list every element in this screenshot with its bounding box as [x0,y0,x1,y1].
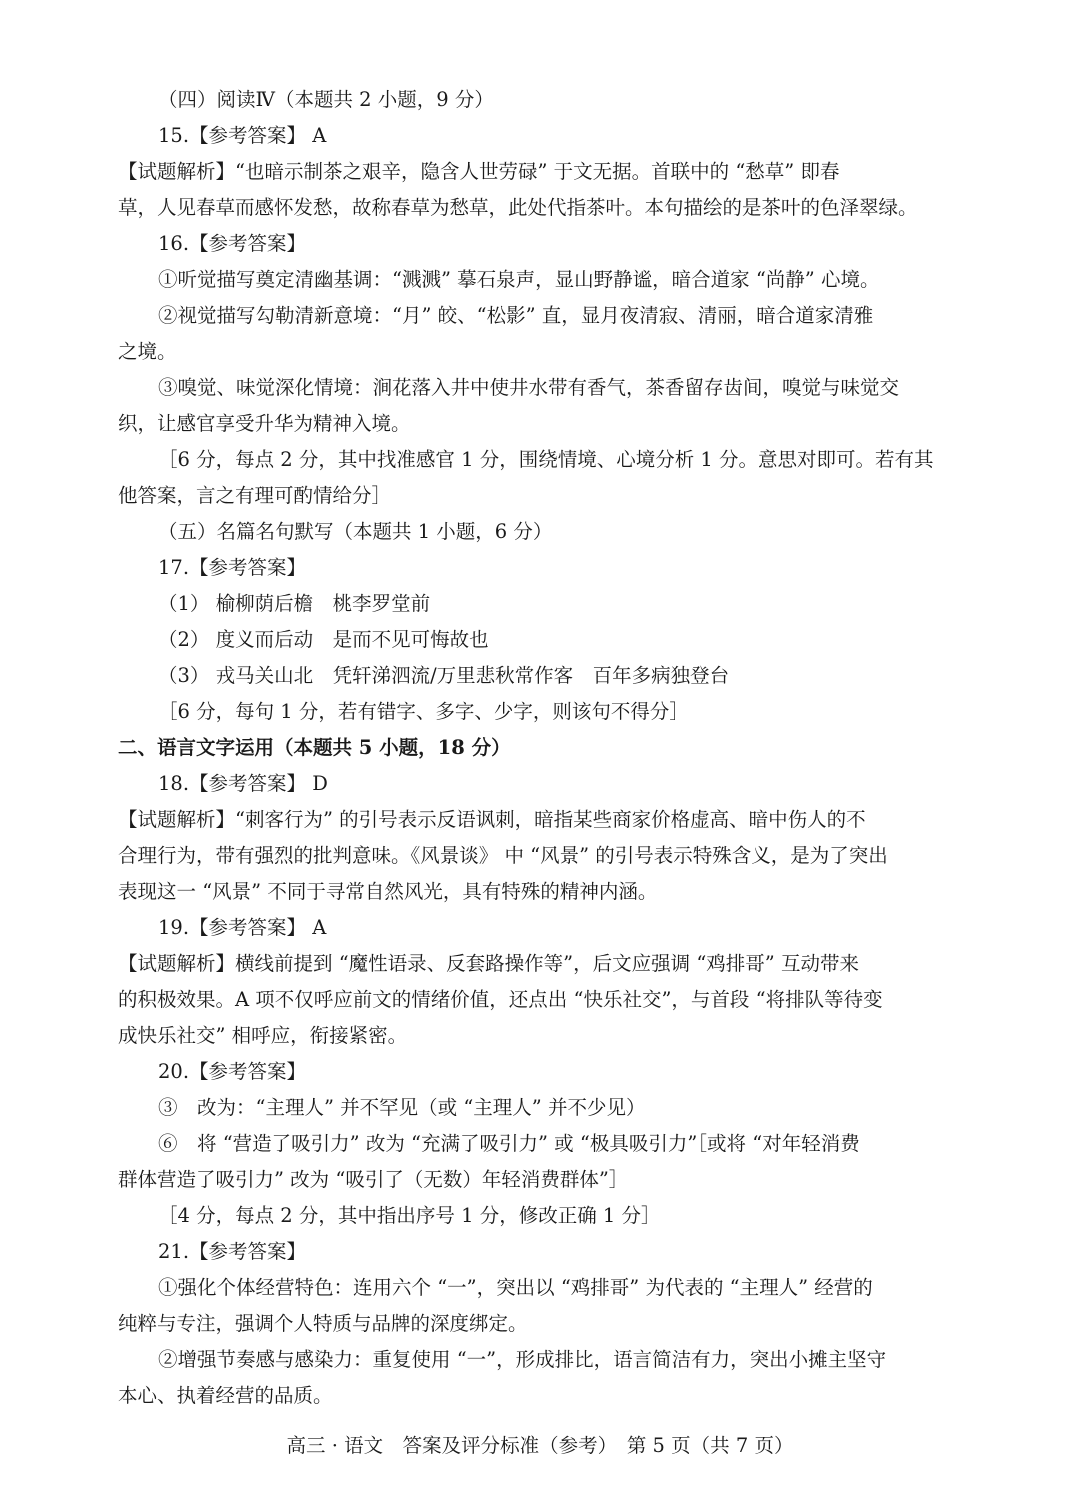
text-line: ①强化个体经营特色：连用六个 “一”，突出以 “鸡排哥” 为代表的 “主理人” 经营的 [158,1276,873,1299]
text-line: ［6 分，每点 2 分，其中找准感官 1 分，围绕情境、心境分析 1 分。意思对即可。若有其 [158,448,934,471]
text-line: 15.【参考答案】 A [158,124,327,147]
text-line: 17.【参考答案】 [158,556,307,579]
text-line: 【试题解析】“刺客行为” 的引号表示反语讽刺，暗指某些商家价格虚高、暗中伤人的不 [118,808,866,831]
text-line: ③ 改为：“主理人” 并不罕见（或 “主理人” 并不少见） [158,1096,646,1119]
text-line: ②视觉描写勾勒清新意境：“月” 皎、“松影” 直，显月夜清寂、清丽，暗合道家清雅 [158,304,874,327]
page-footer: 高三 · 语文 答案及评分标准（参考） 第 5 页（共 7 页） [286,1434,794,1457]
text-line: 草，人见春草而感怀发愁，故称春草为愁草，此处代指茶叶。本句描绘的是茶叶的色泽翠绿。 [118,196,918,219]
text-line: 合理行为，带有强烈的批判意味。《风景谈》 中 “风景” 的引号表示特殊含义，是为了突出 [118,844,888,867]
answer-content [118,82,970,1414]
text-line: 之境。 [118,340,177,363]
text-line: （1） 榆柳荫后檐 桃李罗堂前 [158,592,431,615]
text-line: ③嗅觉、味觉深化情境：涧花落入井中使井水带有香气，茶香留存齿间，嗅觉与味觉交 [158,376,900,399]
text-line: 纯粹与专注，强调个人特质与品牌的深度绑定。 [118,1312,528,1335]
text-line: ①听觉描写奠定清幽基调：“溅溅” 摹石泉声，显山野静谧，暗合道家 “尚静” 心境。 [158,268,880,291]
text-line: （3） 戎马关山北 凭轩涕泗流/万里悲秋常作客 百年多病独登台 [158,664,730,687]
text-line: 【试题解析】横线前提到 “魔性语录、反套路操作等”，后文应强调 “鸡排哥” 互动带来 [118,952,859,975]
text-line: 18.【参考答案】 D [158,772,328,795]
text-line: 织，让感官享受升华为精神入境。 [118,412,411,435]
text-line: 【试题解析】“也暗示制茶之艰辛，隐含人世劳碌” 于文无据。首联中的 “愁草” 即春 [118,160,840,183]
text-line: （五）名篇名句默写（本题共 1 小题，6 分） [158,520,553,543]
text-line: 群体营造了吸引力” 改为 “吸引了（无数）年轻消费群体”］ [118,1168,629,1191]
text-line: ［6 分，每句 1 分，若有错字、多字、少字，则该句不得分］ [158,700,689,723]
text-line: （2） 度义而后动 是而不见可悔故也 [158,628,489,651]
text-line: 他答案，言之有理可酌情给分］ [118,484,392,507]
text-line: 20.【参考答案】 [158,1060,307,1083]
text-line: 成快乐社交” 相呼应，衔接紧密。 [118,1024,408,1047]
text-line: 本心、执着经营的品质。 [118,1384,333,1407]
text-line: （四）阅读Ⅳ（本题共 2 小题，9 分） [158,88,494,111]
text-line: 16.【参考答案】 [158,232,307,255]
text-line: 表现这一 “风景” 不同于寻常自然风光，具有特殊的精神内涵。 [118,880,658,903]
text-line: ［4 分，每点 2 分，其中指出序号 1 分，修改正确 1 分］ [158,1204,661,1227]
text-line: 21.【参考答案】 [158,1240,307,1263]
text-line: 的积极效果。A 项不仅呼应前文的情绪价值，还点出 “快乐社交”，与首段 “将排队等待变 [118,988,883,1011]
text-line: 19.【参考答案】 A [158,916,327,939]
text-line: ⑥ 将 “营造了吸引力” 改为 “充满了吸引力” 或 “极具吸引力”［或将 “对年轻消费 [158,1132,860,1155]
section-heading: 二、语言文字运用（本题共 5 小题，18 分） [118,736,511,759]
text-line: ②增强节奏感与感染力：重复使用 “一”，形成排比，语言简洁有力，突出小摊主坚守 [158,1348,887,1371]
